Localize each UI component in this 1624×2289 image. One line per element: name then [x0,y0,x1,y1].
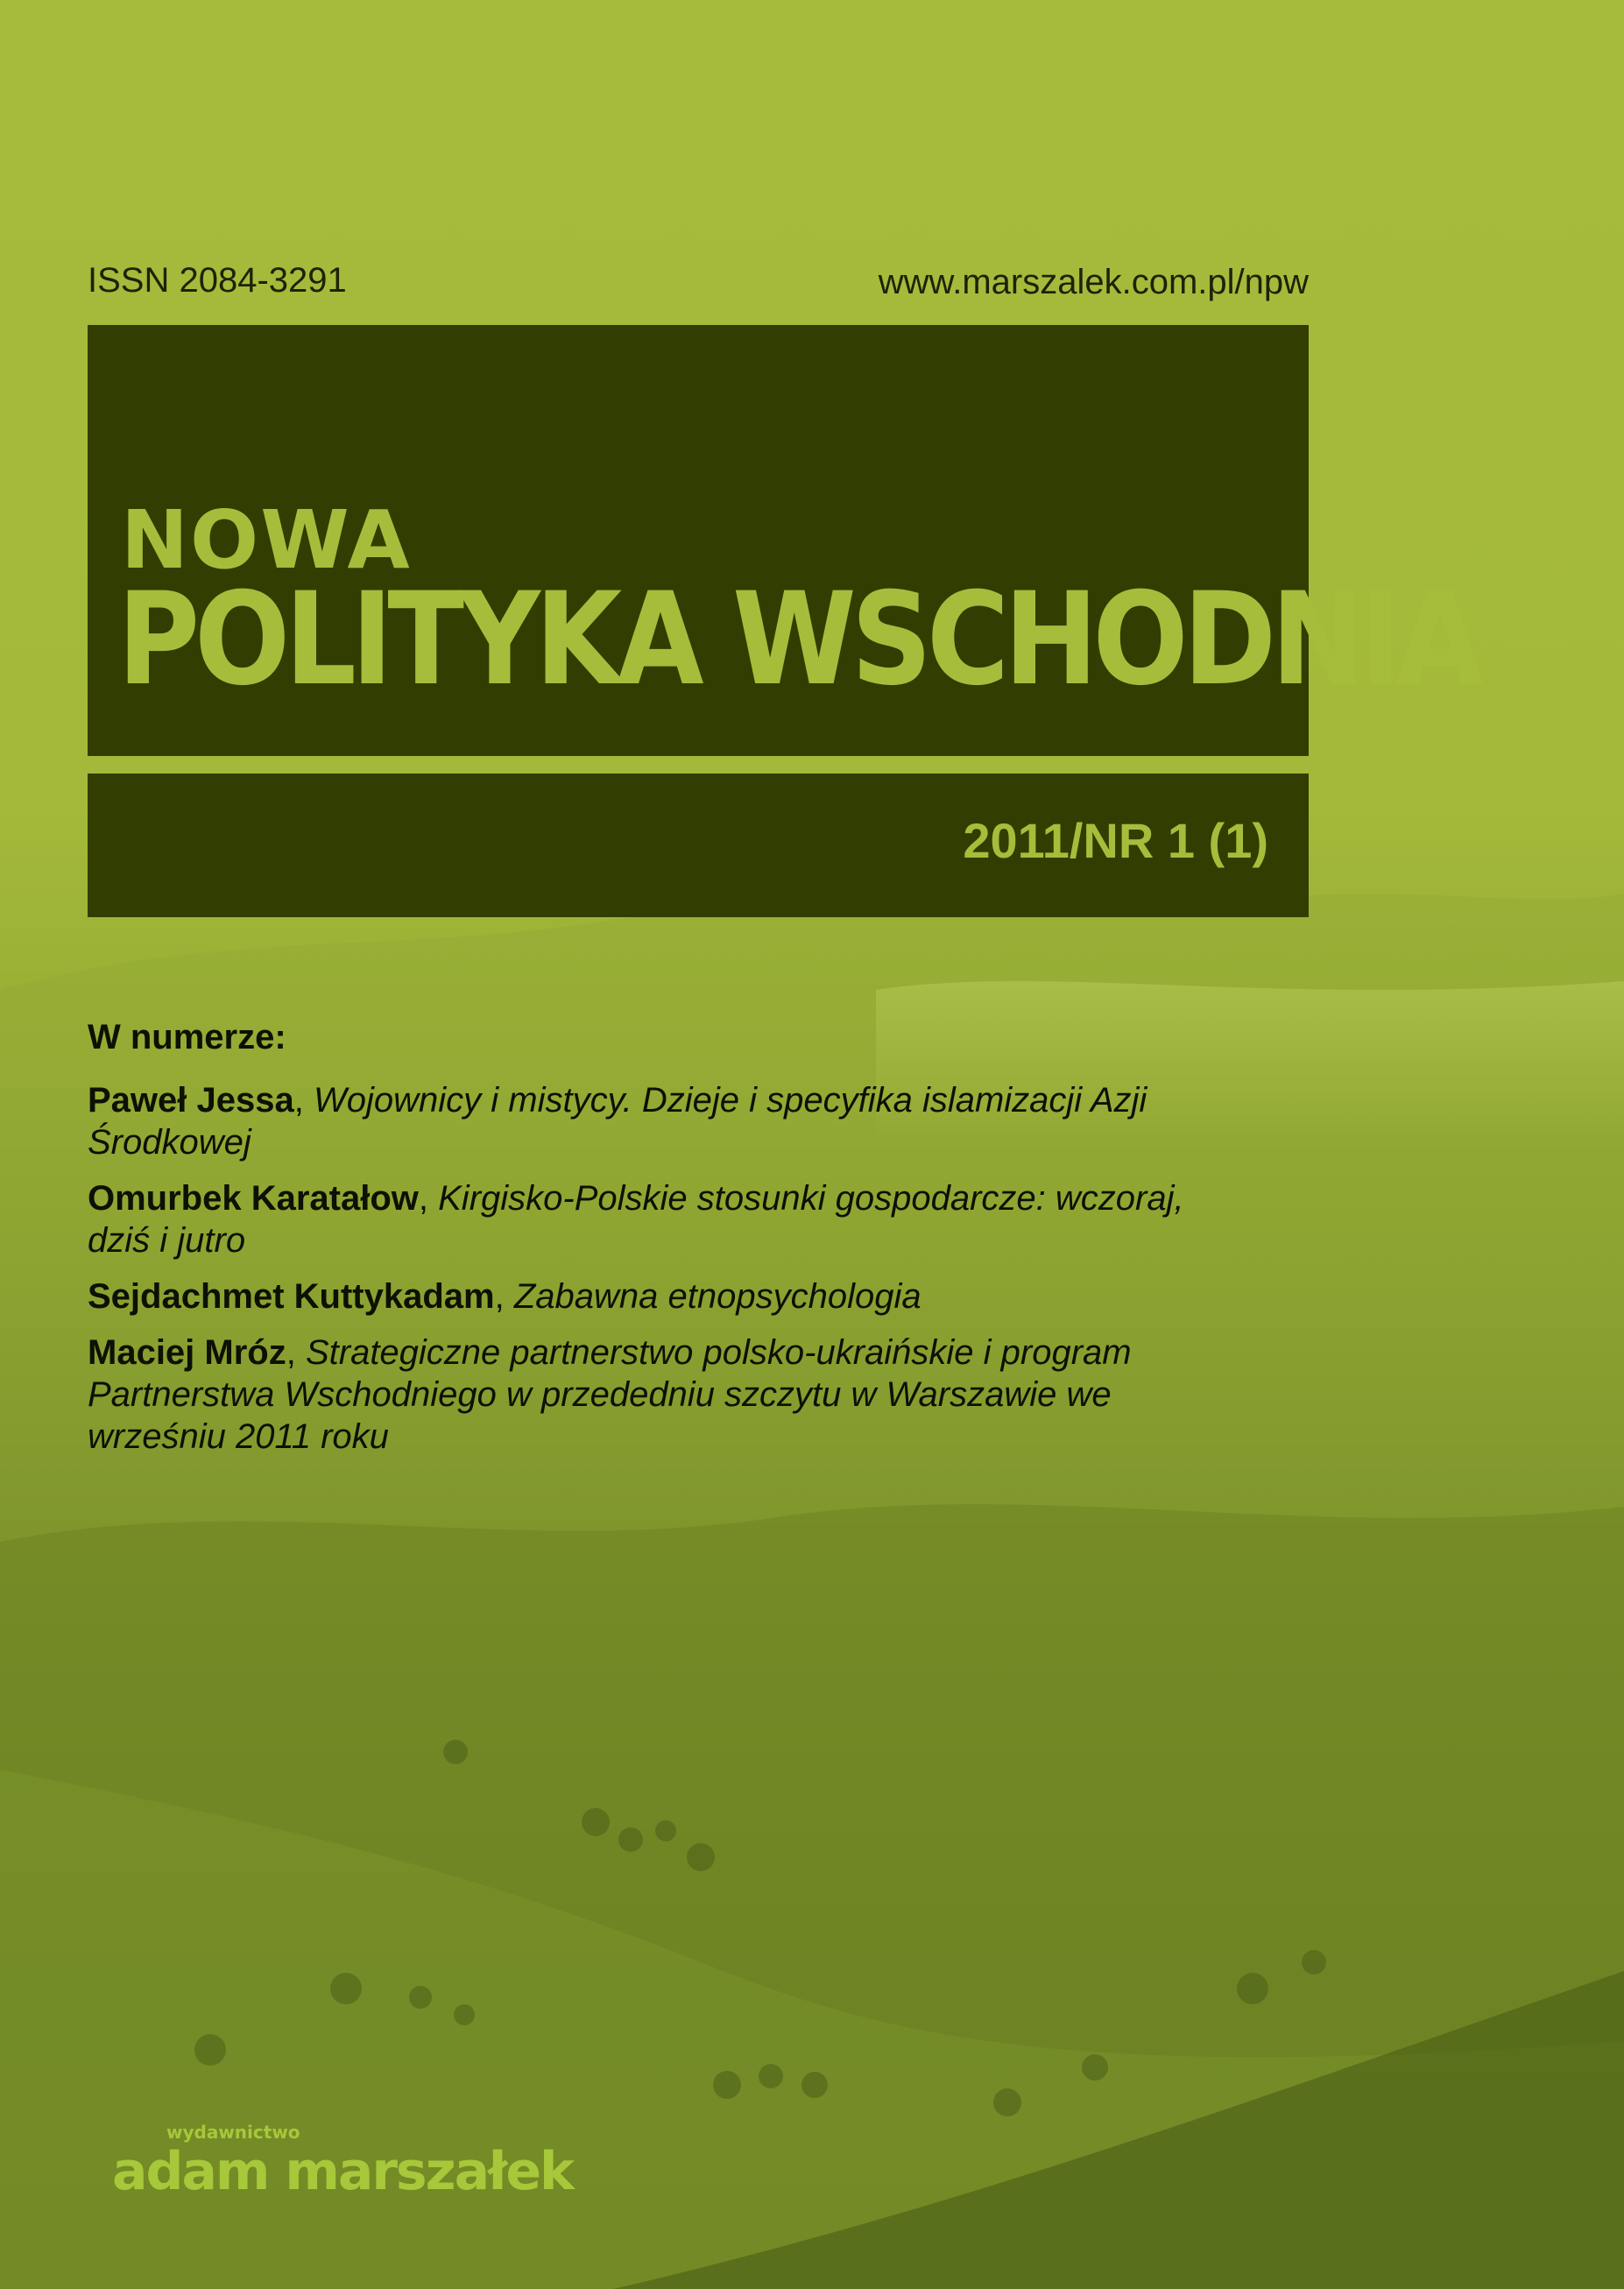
entry-author: Maciej Mróz [88,1333,286,1372]
issn-number: ISSN 2084-3291 [88,261,347,300]
entry-title: Kirgisko-Polskie stosunki gospodarcze: wczoraj, dziś i jutro [88,1179,1184,1260]
issue-number: 2011/NR 1 (1) [963,813,1268,868]
entry-title: Wojownicy i mistycy. Dzieje i specyfika islamizacji Azji Środkowej [88,1081,1147,1162]
entry-author: Omurbek Karatałow [88,1179,419,1218]
title-line-1: NOWA [121,493,412,587]
table-of-contents [88,1016,1226,1472]
entry-title: Strategiczne partnerstwo polsko-ukraińskie i program Partnerstwa Wschodniego w przededniu szczytu w Warszawie we wrześniu 2011 roku [88,1333,1132,1456]
publisher-name: adam marszałek [112,2141,573,2202]
entry-author: Paweł Jessa [88,1081,294,1120]
journal-url: www.marszalek.com.pl/npw [878,263,1309,301]
contents-entry: Omurbek Karatałow, Kirgisko-Polskie stosunki gospodarcze: wczoraj, dziś i jutro [88,1179,1184,1260]
title-block [88,325,1479,756]
title-line-2: POLITYKA WSCHODNIA [117,565,1479,714]
contents-heading: W numerze: [88,1018,286,1056]
publisher-label: wydawnictwo [166,2122,300,2143]
publisher-logo [112,2122,573,2227]
entry-title: Zabawna etnopsychologia [513,1277,921,1316]
contents-entry: Sejdachmet Kuttykadam, Zabawna etnopsychologia [88,1277,921,1316]
contents-entry: Maciej Mróz, Strategiczne partnerstwo polsko-ukraińskie i program Partnerstwa Wschodniego w przededniu szczytu w Warszawie we wrześniu 2011 roku [88,1333,1132,1456]
issue-block [88,774,1309,917]
entry-author: Sejdachmet Kuttykadam [88,1277,495,1316]
contents-entry: Paweł Jessa, Wojownicy i mistycy. Dzieje i specyfika islamizacji Azji Środkowej [88,1081,1147,1162]
